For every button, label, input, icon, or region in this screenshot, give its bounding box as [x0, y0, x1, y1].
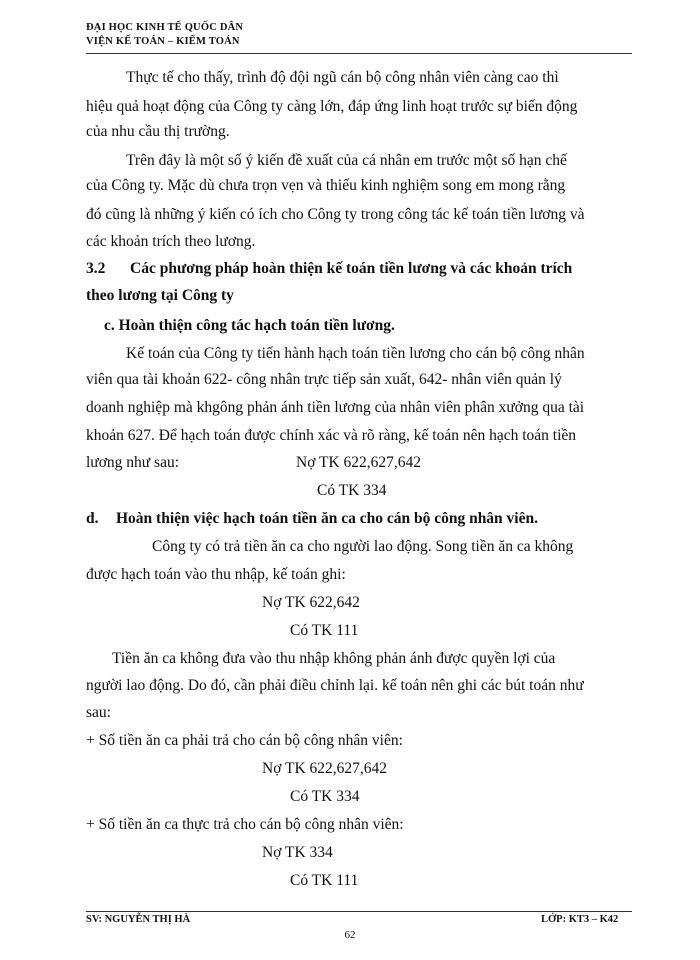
- journal-credit: Có TK 111: [290, 872, 359, 889]
- paragraph-line: khoản 627. Để hạch toán được chính xác và rõ ràng, kế toán nên hạch toán tiền: [86, 427, 577, 444]
- journal-debit: Nợ TK 622,642: [262, 594, 360, 611]
- paragraph-line: của Công ty. Mặc dù chưa trọn vẹn và thiếu kinh nghiệm song em mong rằng: [86, 177, 566, 194]
- journal-debit: Nợ TK 622,627,642: [262, 760, 388, 777]
- footer-student: SV: NGUYỄN THỊ HÀ: [86, 914, 191, 925]
- section-heading: theo lương tại Công ty: [86, 287, 234, 304]
- paragraph-line: các khoản trích theo lương.: [86, 233, 256, 250]
- subsection-heading: Hoàn thiện việc hạch toán tiền ăn ca cho cán bộ công nhân viên.: [116, 510, 538, 527]
- paragraph-line: viên qua tài khoản 622- công nhân trực tiếp sản xuất, 642- nhân viên quản lý: [86, 371, 562, 388]
- bullet-line: + Số tiền ăn ca phải trả cho cán bộ công nhân viên:: [86, 732, 403, 749]
- journal-credit: Có TK 334: [290, 788, 360, 805]
- paragraph-line: lương như sau:: [86, 454, 180, 471]
- paragraph-line: Kế toán của Công ty tiến hành hạch toán tiền lương cho cán bộ công nhân: [126, 345, 585, 362]
- footer-rule: [86, 911, 632, 912]
- page-number: 62: [344, 929, 356, 941]
- paragraph-line: Tiền ăn ca không đưa vào thu nhập không phản ánh được quyền lợi của: [112, 650, 556, 667]
- header-rule: [86, 53, 632, 54]
- paragraph-line: của nhu cầu thị trường.: [86, 123, 230, 140]
- paragraph-line: được hạch toán vào thu nhập, kế toán ghi:: [86, 566, 346, 583]
- header-university: ĐẠI HỌC KINH TẾ QUỐC DÂN: [86, 22, 244, 33]
- paragraph-line: hiệu quả hoạt động của Công ty càng lớn, đáp ứng linh hoạt trước sự biến động: [86, 98, 578, 115]
- section-heading: Các phương pháp hoàn thiện kế toán tiền lương và các khoản trích: [130, 260, 573, 277]
- footer-class: LỚP: KT3 – K42: [541, 914, 619, 925]
- paragraph-line: doanh nghiệp mà khgông phản ánh tiền lương của nhân viên phân xưởng qua tài: [86, 399, 585, 416]
- paragraph-line: Thực tế cho thấy, trình độ đội ngũ cán bộ công nhân viên càng cao thì: [126, 69, 559, 86]
- journal-debit: Nợ TK 334: [262, 844, 333, 861]
- paragraph-line: đó cũng là những ý kiến có ích cho Công ty trong công tác kế toán tiền lương và: [86, 206, 585, 223]
- paragraph-line: Trên đây là một số ý kiến đề xuất của cá nhân em trước một số hạn chế: [126, 152, 567, 169]
- paragraph-line: người lao động. Do đó, cần phải điều chỉnh lại. kế toán nên ghi các bút toán như: [86, 677, 584, 694]
- subsection-heading: c. Hoàn thiện công tác hạch toán tiền lương.: [104, 317, 395, 334]
- header-institute: VIỆN KẾ TOÁN – KIỂM TOÁN: [86, 36, 240, 47]
- journal-credit: Có TK 111: [290, 622, 359, 639]
- journal-credit: Có TK 334: [317, 482, 387, 499]
- section-number: 3.2: [86, 260, 106, 277]
- paragraph-line: sau:: [86, 704, 111, 721]
- bullet-line: + Số tiền ăn ca thực trả cho cán bộ công nhân viên:: [86, 816, 404, 833]
- subsection-number: d.: [86, 510, 99, 527]
- journal-debit: Nợ TK 622,627,642: [296, 454, 422, 471]
- paragraph-line: Công ty có trả tiền ăn ca cho người lao động. Song tiền ăn ca không: [152, 538, 574, 555]
